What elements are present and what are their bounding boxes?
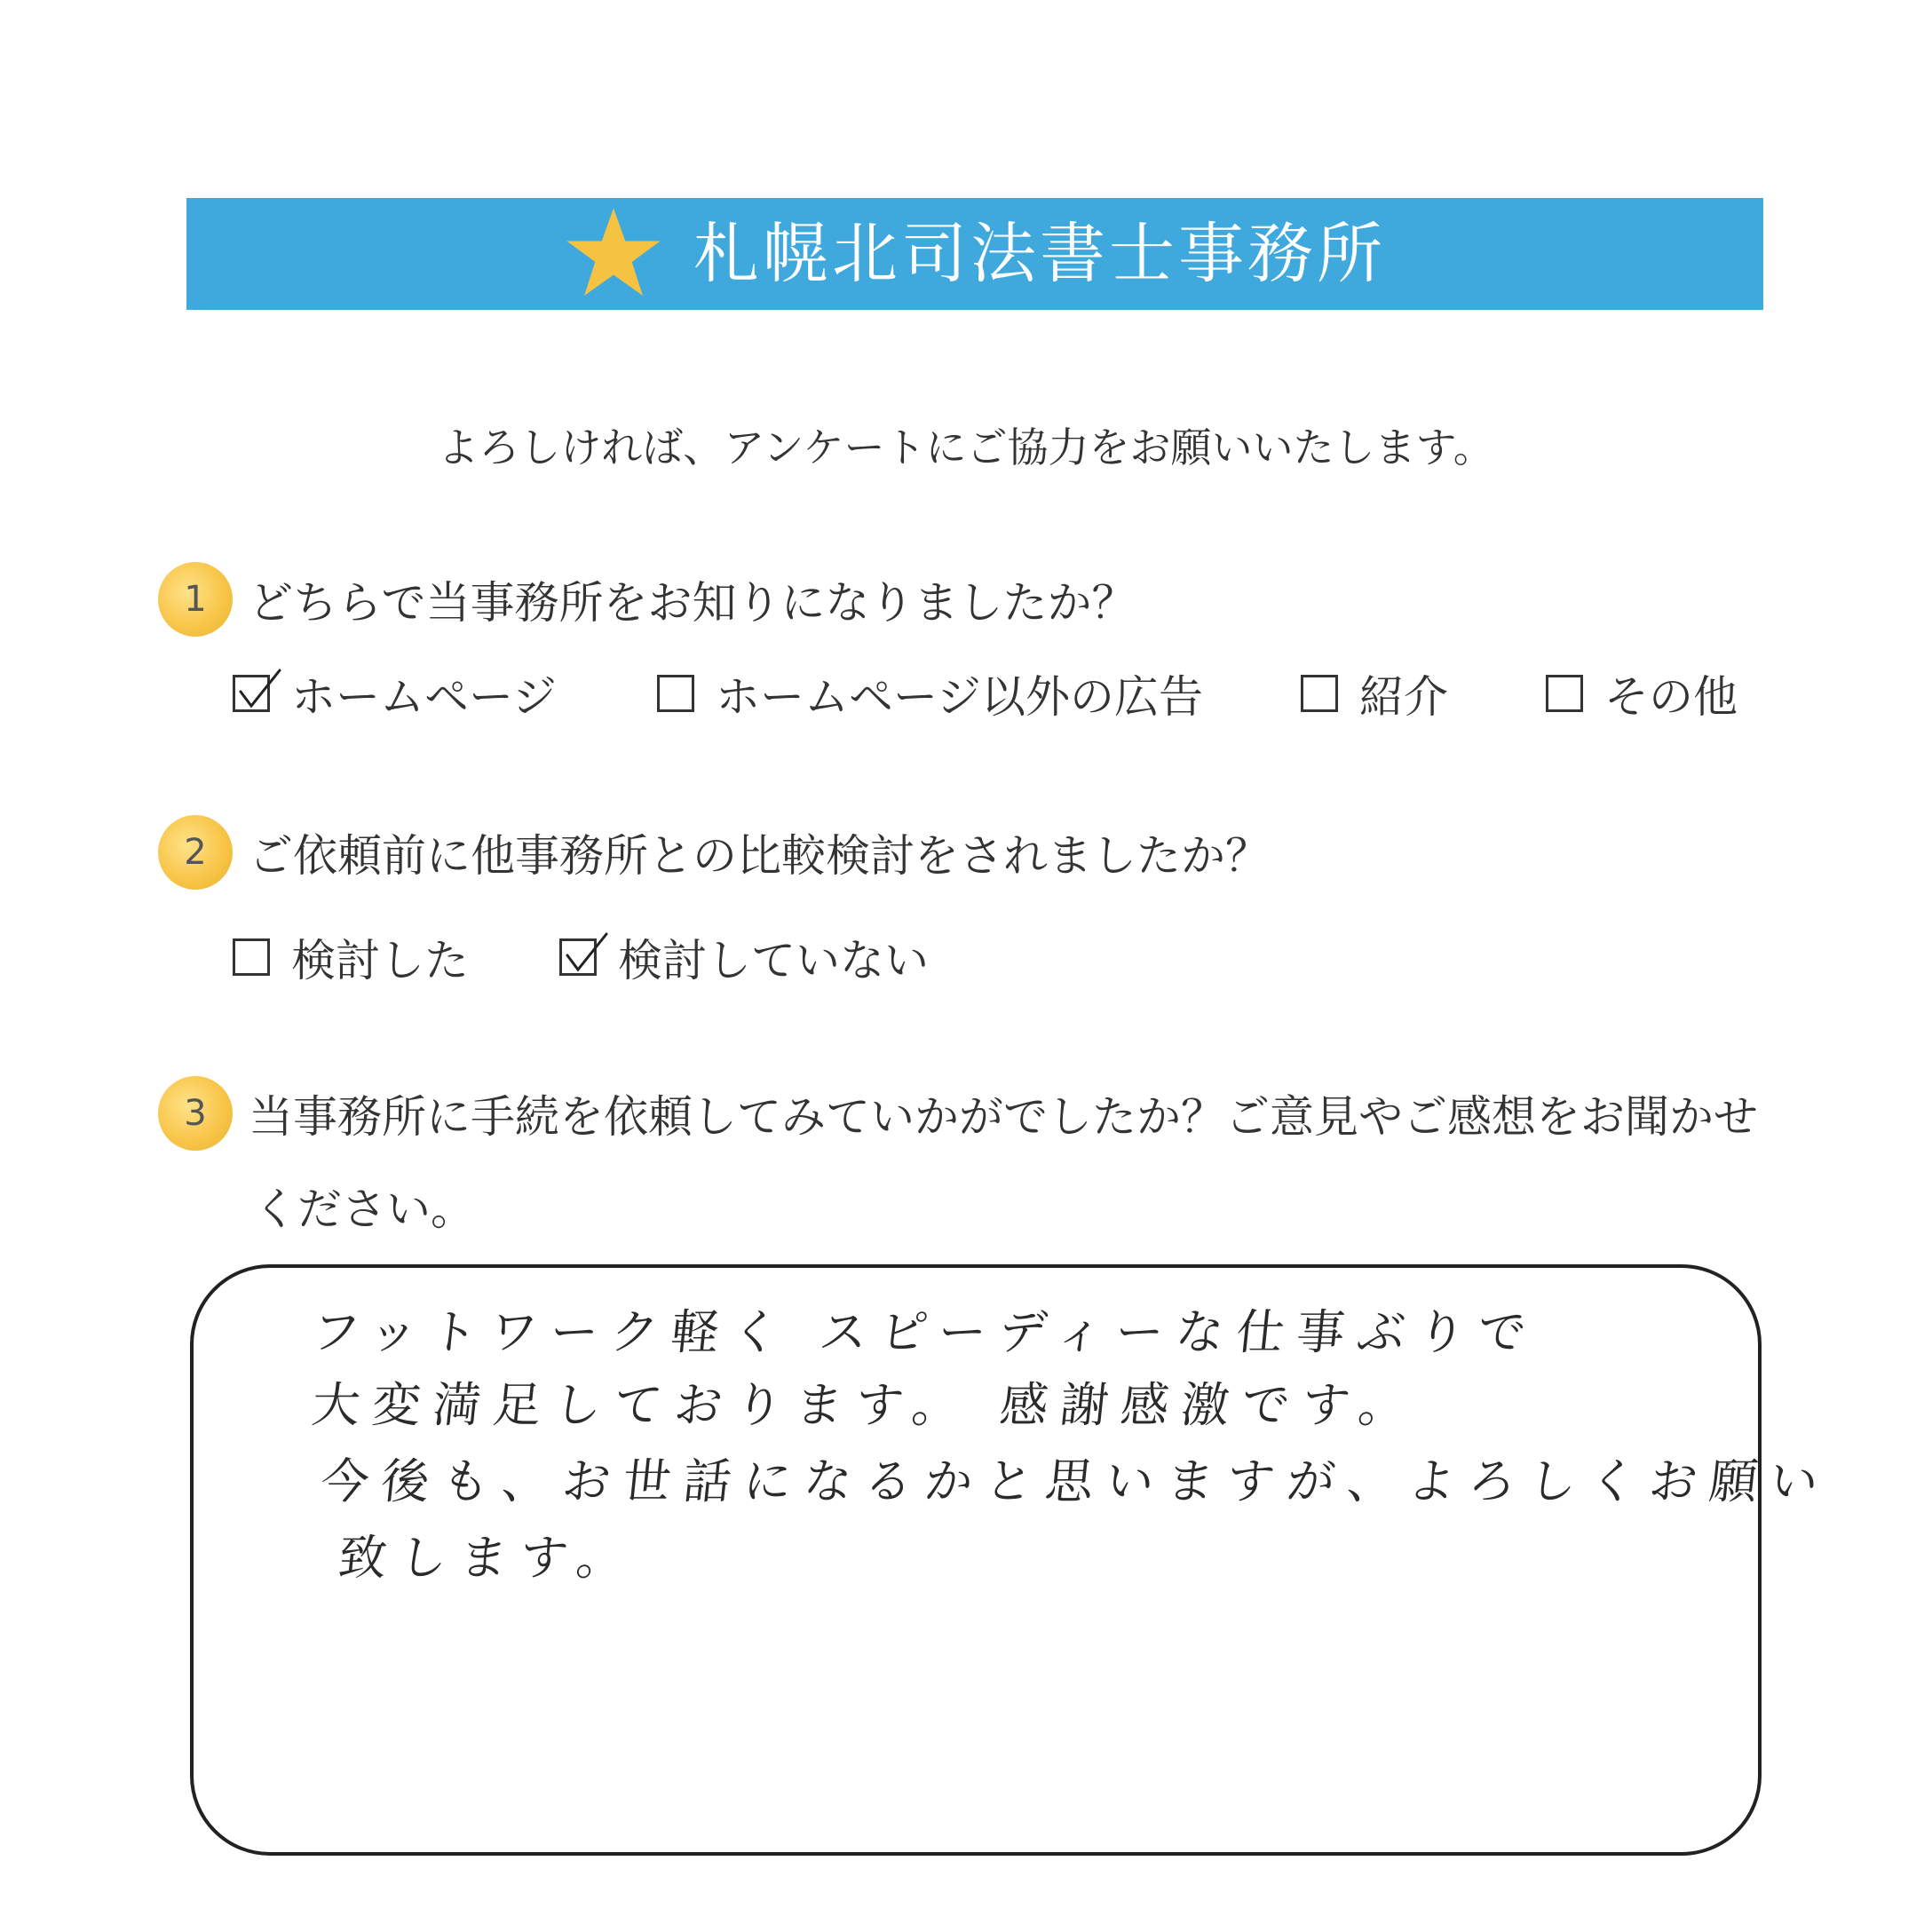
question-3 [158,1076,1758,1151]
handwritten-line: 致します。 [336,1530,640,1586]
option-referral[interactable] [1301,661,1448,725]
question-2 [158,815,1270,890]
header-banner [186,198,1763,310]
office-title: 札幌北司法書士事務所 [693,216,1386,292]
option-label: 紹介 [1359,671,1448,723]
option-not-compared[interactable] [559,925,929,989]
checkmark-icon [560,929,608,978]
option-compared[interactable] [233,925,469,989]
handwritten-line: フットワーク軽く スピーディーな仕事ぶりで [309,1304,1541,1360]
star-icon [564,204,663,304]
checkbox[interactable] [233,938,270,976]
option-label: 検討した [291,935,469,986]
question-1 [158,562,1136,637]
checkbox-checked[interactable] [559,938,597,976]
checkbox[interactable] [1546,675,1583,712]
checkbox-checked[interactable] [233,675,270,712]
option-other-ads[interactable] [657,661,1203,725]
question-number-badge: 3 [158,1076,233,1151]
checkbox[interactable] [657,675,694,712]
handwritten-line: 今後も、お世話になるかと思いますが、よろしくお願い [318,1453,1833,1509]
question-number-badge: 2 [158,815,233,890]
option-label: ホームページ以外の広告 [716,671,1203,723]
checkmark-icon [234,665,281,715]
option-homepage[interactable] [233,661,557,725]
option-other[interactable] [1546,661,1738,725]
question-text: どちらで当事務所をお知りになりましたか？ [249,577,1136,629]
option-label: ホームページ [291,671,557,723]
survey-intro: よろしければ、アンケートにご協力をお願いいたします。 [438,424,1494,471]
checkbox[interactable] [1301,675,1338,712]
handwritten-line: 大変満足しております。 感謝感激です。 [309,1377,1422,1433]
option-label: 検討していない [618,935,929,986]
question-text: 当事務所に手続を依頼してみていかがでしたか？ご意見やご感想をお聞かせ [249,1091,1758,1143]
question-number-badge: 1 [158,562,233,637]
question-text: ご依頼前に他事務所との比較検討をされましたか？ [249,830,1270,882]
option-label: その他 [1604,671,1738,723]
question-text-continued: ください。 [253,1184,475,1235]
